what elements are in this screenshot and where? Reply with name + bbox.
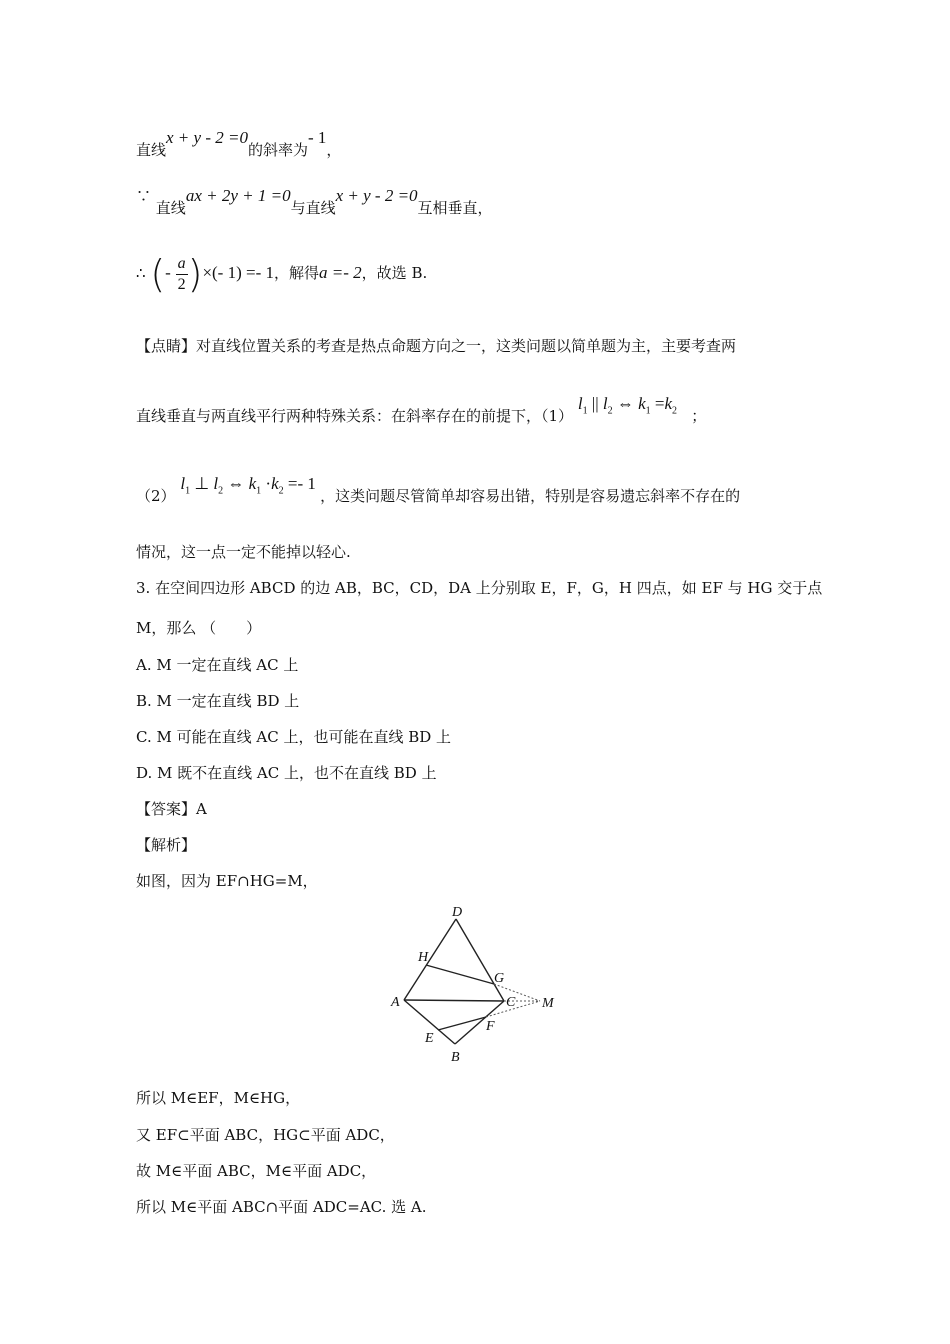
math: 2	[278, 485, 284, 497]
label-H: H	[418, 950, 429, 965]
math: ·	[261, 474, 272, 493]
math: 2	[672, 405, 678, 417]
text: 直线	[155, 199, 186, 217]
slope-line	[136, 128, 342, 162]
note-line-2	[136, 394, 707, 435]
math: l	[577, 394, 583, 413]
label-D: D	[452, 905, 463, 920]
math: ||	[587, 394, 603, 413]
math: 1	[645, 405, 651, 417]
math: =	[650, 394, 665, 413]
equation: x + y - 2 =0	[166, 128, 248, 147]
math: 2	[607, 405, 613, 417]
text: 的斜率为	[247, 141, 308, 159]
slope-value: - 1	[307, 128, 327, 147]
math: ⊥	[190, 474, 214, 493]
note-line-1: 【点睛】对直线位置关系的考查是热点命题方向之一，这类问题以简单题为主，主要考查两	[136, 337, 737, 355]
text: ，	[326, 141, 342, 159]
note-line-4: 情况，这一点一定不能掉以轻心.	[136, 543, 351, 561]
text: 直线垂直与两直线平行两种特殊关系：在斜率存在的前提下，（1）	[136, 407, 574, 425]
math: 2	[218, 485, 224, 497]
label-C: C	[506, 995, 516, 1010]
note-line-3	[136, 474, 741, 515]
option-d: D. M 既不在直线 AC 上，也不在直线 BD 上	[136, 764, 437, 782]
edge-AC	[404, 1000, 504, 1001]
quadrilateral-diagram	[382, 904, 562, 1069]
text: ，这类问题尽管简单却容易出错，特别是容易遗忘斜率不存在的	[320, 487, 741, 505]
label-E: E	[425, 1031, 434, 1046]
because-symbol: ∵	[136, 187, 152, 205]
step-1: 所以 M∈EF，M∈HG，	[136, 1089, 301, 1107]
text: 与直线	[290, 199, 336, 217]
answer: 【答案】A	[136, 800, 207, 818]
denominator: 2	[177, 275, 186, 293]
minus: -	[165, 263, 171, 282]
label-B: B	[451, 1050, 460, 1065]
label-G: G	[494, 971, 505, 986]
step-2: 又 EF⊂平面 ABC，HG⊂平面 ADC，	[136, 1126, 395, 1144]
label-M: M	[542, 996, 554, 1011]
math: 1	[256, 485, 262, 497]
edge-DA	[404, 919, 456, 1000]
edge-DC	[456, 919, 504, 1001]
math: k	[638, 394, 646, 413]
product: ×(- 1) =- 1	[202, 263, 275, 282]
math: k	[248, 474, 257, 493]
step-3: 故 M∈平面 ABC，M∈平面 ADC，	[136, 1162, 377, 1180]
label-F: F	[486, 1019, 495, 1034]
equation-1: ax + 2y + 1 =0	[185, 186, 291, 205]
math: l	[213, 474, 219, 493]
numerator: a	[176, 254, 188, 275]
math: k	[271, 474, 279, 493]
question-3-line-2: M，那么 （ ）	[136, 619, 262, 637]
text: ，解得	[274, 264, 320, 282]
left-paren: (	[150, 252, 166, 296]
solution-line	[136, 248, 427, 299]
solution: a =- 2	[319, 263, 362, 282]
extension-HG	[494, 984, 540, 1001]
math: ⇔	[612, 394, 639, 413]
math: k	[664, 394, 673, 413]
option-c: C. M 可能在直线 AC 上，也可能在直线 BD 上	[136, 728, 452, 746]
text: 互相垂直，	[417, 199, 493, 217]
math: ⇔	[223, 474, 249, 493]
therefore-symbol: ∴	[136, 264, 146, 282]
equation-2: x + y - 2 =0	[335, 186, 418, 205]
analysis-heading: 【解析】	[136, 836, 197, 854]
right-paren: )	[187, 252, 203, 296]
math: l	[602, 394, 608, 413]
text: ；	[691, 407, 707, 425]
question-3-line-1: 3. 在空间四边形 ABCD 的边 AB，BC，CD，DA 上分别取 E，F，G，H 四点，如 EF 与 HG 交于点	[136, 579, 823, 597]
math: =- 1	[283, 474, 316, 493]
fraction	[176, 254, 188, 295]
edge-BC	[455, 1001, 504, 1044]
text: ，故选 B.	[361, 264, 428, 282]
perpendicular-condition-line	[136, 186, 493, 220]
text: （2）	[136, 487, 176, 505]
option-b: B. M 一定在直线 BD 上	[136, 692, 300, 710]
math: l	[180, 474, 186, 493]
analysis-intro: 如图，因为 EF∩HG=M，	[136, 872, 318, 890]
math: 1	[185, 485, 191, 497]
label-A: A	[391, 995, 400, 1010]
text: 直线	[136, 141, 167, 159]
geometry-figure	[382, 904, 562, 1073]
option-a: A. M 一定在直线 AC 上	[136, 656, 299, 674]
step-4: 所以 M∈平面 ABC∩平面 ADC=AC. 选 A.	[136, 1198, 427, 1216]
math: 1	[582, 405, 588, 417]
